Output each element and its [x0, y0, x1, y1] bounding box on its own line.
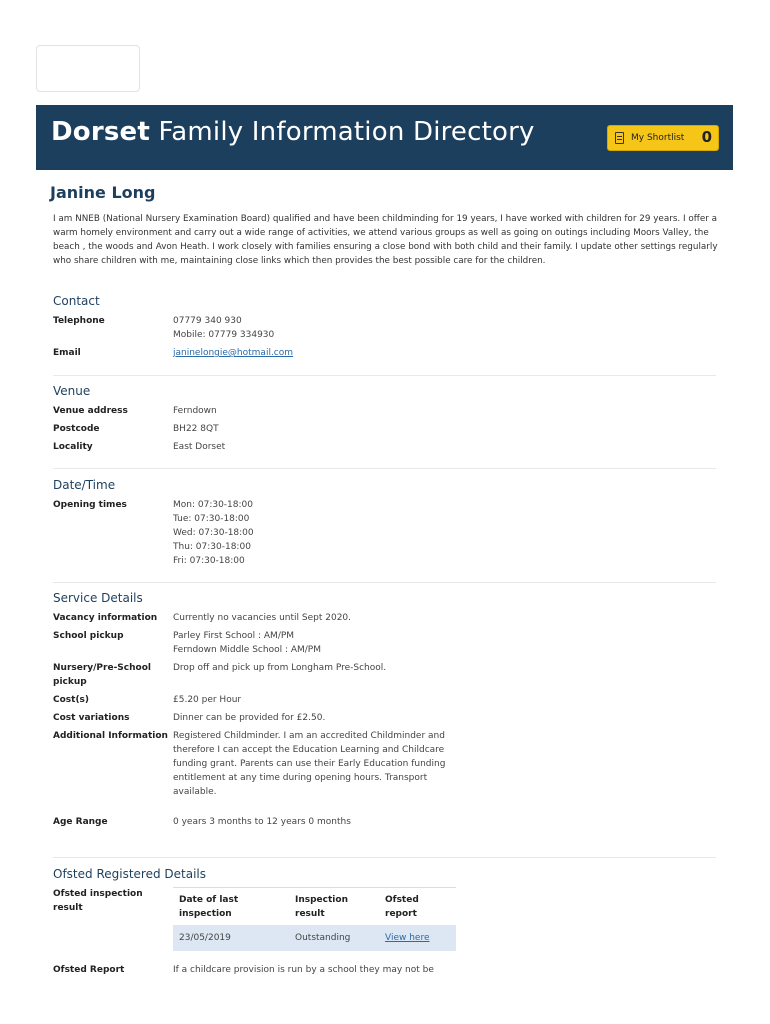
- vacancy-label: Vacancy information: [53, 613, 158, 623]
- provider-description: I am NNEB (National Nursery Examination Board) qualified and have been childminding for 19 years, I have worked with children for 29 years. I offer a warm homely environment and carry out a wide range of activities, we attend various groups as well as going on outings including Moors Valley, the beach , the woods and Avon Heath. I work closely with families ensuring a close bond with both child and their family. I update other settings regularly who share children with me, maintaining close links which then provides the best possible care for the children.: [53, 214, 718, 266]
- inspection-date: 23/05/2019: [179, 933, 231, 943]
- clipboard-icon: [615, 132, 624, 144]
- venue-address-label: Venue address: [53, 406, 128, 416]
- telephone-label: Telephone: [53, 316, 105, 326]
- venue-section: [53, 384, 716, 458]
- opening-time-fri: Fri: 07:30-18:00: [173, 556, 245, 566]
- age-range-value: 0 years 3 months to 12 years 0 months: [173, 817, 351, 827]
- venue-title: Venue: [53, 384, 91, 398]
- ofsted-table: [173, 887, 456, 951]
- service-title: Service Details: [53, 591, 143, 605]
- additional-info-label: Additional Information: [53, 731, 168, 741]
- cost-value: £5.20 per Hour: [173, 695, 242, 705]
- table-row: [173, 925, 456, 951]
- site-title-bold: Dorset: [51, 117, 151, 147]
- column-header-result: Inspection result: [295, 895, 348, 919]
- vacancy-value: Currently no vacancies until Sept 2020.: [173, 613, 352, 623]
- provider-name: Janine Long: [50, 183, 156, 202]
- service-section: [53, 591, 716, 833]
- shortlist-count: 0: [701, 128, 712, 146]
- email-label: Email: [53, 348, 81, 358]
- opening-time-wed: Wed: 07:30-18:00: [173, 528, 254, 538]
- view-report-link[interactable]: View here: [385, 933, 430, 943]
- divider: [53, 375, 716, 376]
- divider: [53, 468, 716, 469]
- inspection-result: Outstanding: [295, 933, 351, 943]
- ofsted-report-text: If a childcare provision is run by a school they may not be: [173, 965, 434, 975]
- telephone-value: 07779 340 930: [173, 316, 242, 326]
- cost-label: Cost(s): [53, 695, 90, 705]
- site-logo[interactable]: [36, 45, 140, 92]
- locality-value: East Dorset: [173, 442, 226, 452]
- ofsted-report-label: Ofsted Report: [53, 965, 125, 975]
- column-header-date: Date of last inspection: [179, 895, 239, 919]
- postcode-value: BH22 8QT: [173, 424, 219, 434]
- cost-variations-label: Cost variations: [53, 713, 130, 723]
- email-link[interactable]: janinelongie@hotmail.com: [173, 348, 294, 358]
- table-header-row: [173, 888, 456, 926]
- opening-time-mon: Mon: 07:30-18:00: [173, 500, 253, 510]
- my-shortlist-button[interactable]: [607, 125, 719, 151]
- age-range-label: Age Range: [53, 817, 108, 827]
- school-pickup-label: School pickup: [53, 631, 124, 641]
- ofsted-title: Ofsted Registered Details: [53, 867, 206, 881]
- mobile-value: Mobile: 07779 334930: [173, 330, 275, 340]
- nursery-pickup-value: Drop off and pick up from Longham Pre-School.: [173, 663, 387, 673]
- divider: [53, 857, 716, 858]
- site-header: [36, 105, 733, 170]
- postcode-label: Postcode: [53, 424, 100, 434]
- school-pickup-value: Parley First School : AM/PM: [173, 631, 295, 641]
- school-pickup-value: Ferndown Middle School : AM/PM: [173, 645, 321, 655]
- opening-times-label: Opening times: [53, 500, 127, 510]
- venue-address-value: Ferndown: [173, 406, 217, 416]
- datetime-section: [53, 478, 716, 572]
- locality-label: Locality: [53, 442, 93, 452]
- datetime-title: Date/Time: [53, 478, 116, 492]
- column-header-report: Ofsted report: [385, 895, 419, 919]
- opening-time-tue: Tue: 07:30-18:00: [173, 514, 250, 524]
- cost-variations-value: Dinner can be provided for £2.50.: [173, 713, 326, 723]
- divider: [53, 582, 716, 583]
- shortlist-label: My Shortlist: [631, 133, 685, 143]
- contact-section: [53, 294, 716, 364]
- ofsted-inspection-label: Ofsted inspection result: [53, 889, 143, 913]
- opening-time-thu: Thu: 07:30-18:00: [173, 542, 251, 552]
- ofsted-section: [53, 867, 716, 981]
- site-title[interactable]: [51, 117, 535, 147]
- site-title-rest: Family Information Directory: [150, 117, 535, 147]
- additional-info-value: Registered Childminder. I am an accredited Childminder and therefore I can accept the Education Learning and Childcare funding grant. Parents can use their Early Education funding entitlement at any time during opening hours. Transport available.: [173, 731, 446, 797]
- nursery-pickup-label: Nursery/Pre-School pickup: [53, 663, 151, 687]
- contact-title: Contact: [53, 294, 100, 308]
